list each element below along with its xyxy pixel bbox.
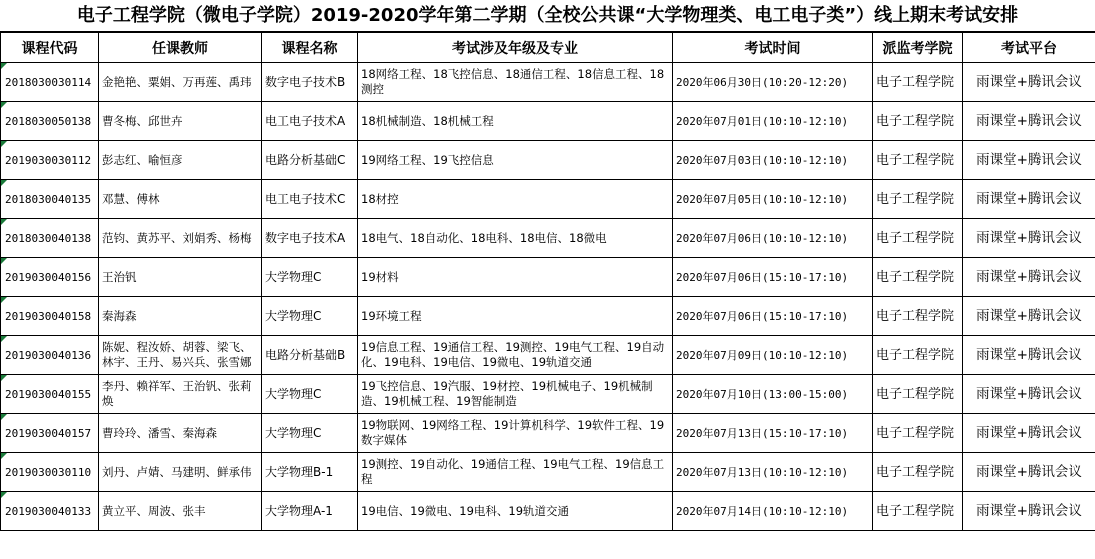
proctor-school-cell: 电子工程学院 — [873, 336, 963, 375]
course-name-cell: 大学物理C — [262, 375, 358, 414]
header-majors: 考试涉及年级及专业 — [358, 33, 673, 63]
majors-cell: 19环境工程 — [358, 297, 673, 336]
course-name-cell: 数字电子技术A — [262, 219, 358, 258]
exam-time-cell: 2020年07月14日(10:10-12:10) — [673, 492, 873, 531]
platform-cell: 雨课堂+腾讯会议 — [963, 141, 1095, 180]
course-name-cell: 电路分析基础B — [262, 336, 358, 375]
teachers-cell: 黄立平、周波、张丰 — [99, 492, 262, 531]
proctor-school-cell: 电子工程学院 — [873, 102, 963, 141]
majors-cell: 18材控 — [358, 180, 673, 219]
teachers-cell: 曹玲玲、潘雪、秦海森 — [99, 414, 262, 453]
course-name-cell: 大学物理C — [262, 258, 358, 297]
proctor-school-cell: 电子工程学院 — [873, 375, 963, 414]
table-row — [1, 180, 1095, 219]
course-name-cell: 电工电子技术C — [262, 180, 358, 219]
teachers-cell: 邓慧、傅林 — [99, 180, 262, 219]
teachers-cell: 曹冬梅、邱世卉 — [99, 102, 262, 141]
page-title: 电子工程学院（微电子学院）2019-2020学年第二学期（全校公共课“大学物理类、电工电子类”）线上期末考试安排 — [0, 0, 1095, 32]
course-code-cell: 2019030030112 — [1, 141, 99, 180]
majors-cell: 18机械制造、18机械工程 — [358, 102, 673, 141]
table-row — [1, 141, 1095, 180]
proctor-school-cell: 电子工程学院 — [873, 297, 963, 336]
header-course-name: 课程名称 — [262, 33, 358, 63]
header-exam-time: 考试时间 — [673, 33, 873, 63]
header-platform: 考试平台 — [963, 33, 1095, 63]
course-name-cell: 电工电子技术A — [262, 102, 358, 141]
exam-time-cell: 2020年07月01日(10:10-12:10) — [673, 102, 873, 141]
course-code-cell: 2019030040136 — [1, 336, 99, 375]
table-row — [1, 453, 1095, 492]
platform-cell: 雨课堂+腾讯会议 — [963, 492, 1095, 531]
platform-cell: 雨课堂+腾讯会议 — [963, 102, 1095, 141]
teachers-cell: 李丹、赖祥军、王治钒、张莉焕 — [99, 375, 262, 414]
platform-cell: 雨课堂+腾讯会议 — [963, 219, 1095, 258]
platform-cell: 雨课堂+腾讯会议 — [963, 258, 1095, 297]
table-row — [1, 63, 1095, 102]
course-name-cell: 大学物理C — [262, 414, 358, 453]
majors-cell: 19网络工程、19飞控信息 — [358, 141, 673, 180]
majors-cell: 19电信、19微电、19电科、19轨道交通 — [358, 492, 673, 531]
course-name-cell: 大学物理C — [262, 297, 358, 336]
table-row — [1, 297, 1095, 336]
proctor-school-cell: 电子工程学院 — [873, 492, 963, 531]
teachers-cell: 王治钒 — [99, 258, 262, 297]
course-code-cell: 2019030040133 — [1, 492, 99, 531]
platform-cell: 雨课堂+腾讯会议 — [963, 180, 1095, 219]
exam-time-cell: 2020年07月13日(15:10-17:10) — [673, 414, 873, 453]
exam-time-cell: 2020年06月30日(10:20-12:20) — [673, 63, 873, 102]
header-teachers: 任课教师 — [99, 33, 262, 63]
course-name-cell: 电路分析基础C — [262, 141, 358, 180]
exam-time-cell: 2020年07月06日(15:10-17:10) — [673, 297, 873, 336]
course-code-cell: 2019030040155 — [1, 375, 99, 414]
teachers-cell: 彭志红、喻恒彦 — [99, 141, 262, 180]
table-row — [1, 258, 1095, 297]
course-name-cell: 大学物理A-1 — [262, 492, 358, 531]
exam-time-cell: 2020年07月05日(10:10-12:10) — [673, 180, 873, 219]
platform-cell: 雨课堂+腾讯会议 — [963, 414, 1095, 453]
proctor-school-cell: 电子工程学院 — [873, 141, 963, 180]
course-name-cell: 数字电子技术B — [262, 63, 358, 102]
teachers-cell: 秦海森 — [99, 297, 262, 336]
platform-cell: 雨课堂+腾讯会议 — [963, 297, 1095, 336]
majors-cell: 19飞控信息、19汽服、19材控、19机械电子、19机械制造、19机械工程、19智能制造 — [358, 375, 673, 414]
table-row — [1, 492, 1095, 531]
proctor-school-cell: 电子工程学院 — [873, 258, 963, 297]
exam-time-cell: 2020年07月06日(15:10-17:10) — [673, 258, 873, 297]
teachers-cell: 陈妮、程汝娇、胡蓉、梁飞、林宇、王丹、易兴兵、张雪娜 — [99, 336, 262, 375]
course-code-cell: 2019030040156 — [1, 258, 99, 297]
proctor-school-cell: 电子工程学院 — [873, 414, 963, 453]
majors-cell: 19测控、19自动化、19通信工程、19电气工程、19信息工程 — [358, 453, 673, 492]
table-row — [1, 102, 1095, 141]
table-body — [1, 63, 1095, 531]
exam-schedule-table — [0, 32, 1095, 531]
exam-time-cell: 2020年07月13日(10:10-12:10) — [673, 453, 873, 492]
exam-time-cell: 2020年07月09日(10:10-12:10) — [673, 336, 873, 375]
course-code-cell: 2018030040135 — [1, 180, 99, 219]
teachers-cell: 金艳艳、粟娟、万再莲、禹玮 — [99, 63, 262, 102]
platform-cell: 雨课堂+腾讯会议 — [963, 375, 1095, 414]
course-code-cell: 2019030040158 — [1, 297, 99, 336]
header-proctor-school: 派监考学院 — [873, 33, 963, 63]
majors-cell: 18网络工程、18飞控信息、18通信工程、18信息工程、18测控 — [358, 63, 673, 102]
table-row — [1, 375, 1095, 414]
course-code-cell: 2018030040138 — [1, 219, 99, 258]
majors-cell: 18电气、18自动化、18电科、18电信、18微电 — [358, 219, 673, 258]
header-course-code: 课程代码 — [1, 33, 99, 63]
exam-time-cell: 2020年07月06日(10:10-12:10) — [673, 219, 873, 258]
table-row — [1, 336, 1095, 375]
course-code-cell: 2018030050138 — [1, 102, 99, 141]
majors-cell: 19信息工程、19通信工程、19测控、19电气工程、19自动化、19电科、19电信、19微电、19轨道交通 — [358, 336, 673, 375]
teachers-cell: 范钧、黄苏平、刘娟秀、杨梅 — [99, 219, 262, 258]
course-name-cell: 大学物理B-1 — [262, 453, 358, 492]
proctor-school-cell: 电子工程学院 — [873, 180, 963, 219]
proctor-school-cell: 电子工程学院 — [873, 453, 963, 492]
proctor-school-cell: 电子工程学院 — [873, 63, 963, 102]
course-code-cell: 2019030040157 — [1, 414, 99, 453]
platform-cell: 雨课堂+腾讯会议 — [963, 63, 1095, 102]
teachers-cell: 刘丹、卢婧、马建明、鲜承伟 — [99, 453, 262, 492]
header-row — [1, 33, 1095, 63]
exam-time-cell: 2020年07月10日(13:00-15:00) — [673, 375, 873, 414]
exam-time-cell: 2020年07月03日(10:10-12:10) — [673, 141, 873, 180]
platform-cell: 雨课堂+腾讯会议 — [963, 336, 1095, 375]
platform-cell: 雨课堂+腾讯会议 — [963, 453, 1095, 492]
table-row — [1, 219, 1095, 258]
course-code-cell: 2019030030110 — [1, 453, 99, 492]
course-code-cell: 2018030030114 — [1, 63, 99, 102]
majors-cell: 19材料 — [358, 258, 673, 297]
majors-cell: 19物联网、19网络工程、19计算机科学、19软件工程、19数字媒体 — [358, 414, 673, 453]
table-row — [1, 414, 1095, 453]
proctor-school-cell: 电子工程学院 — [873, 219, 963, 258]
